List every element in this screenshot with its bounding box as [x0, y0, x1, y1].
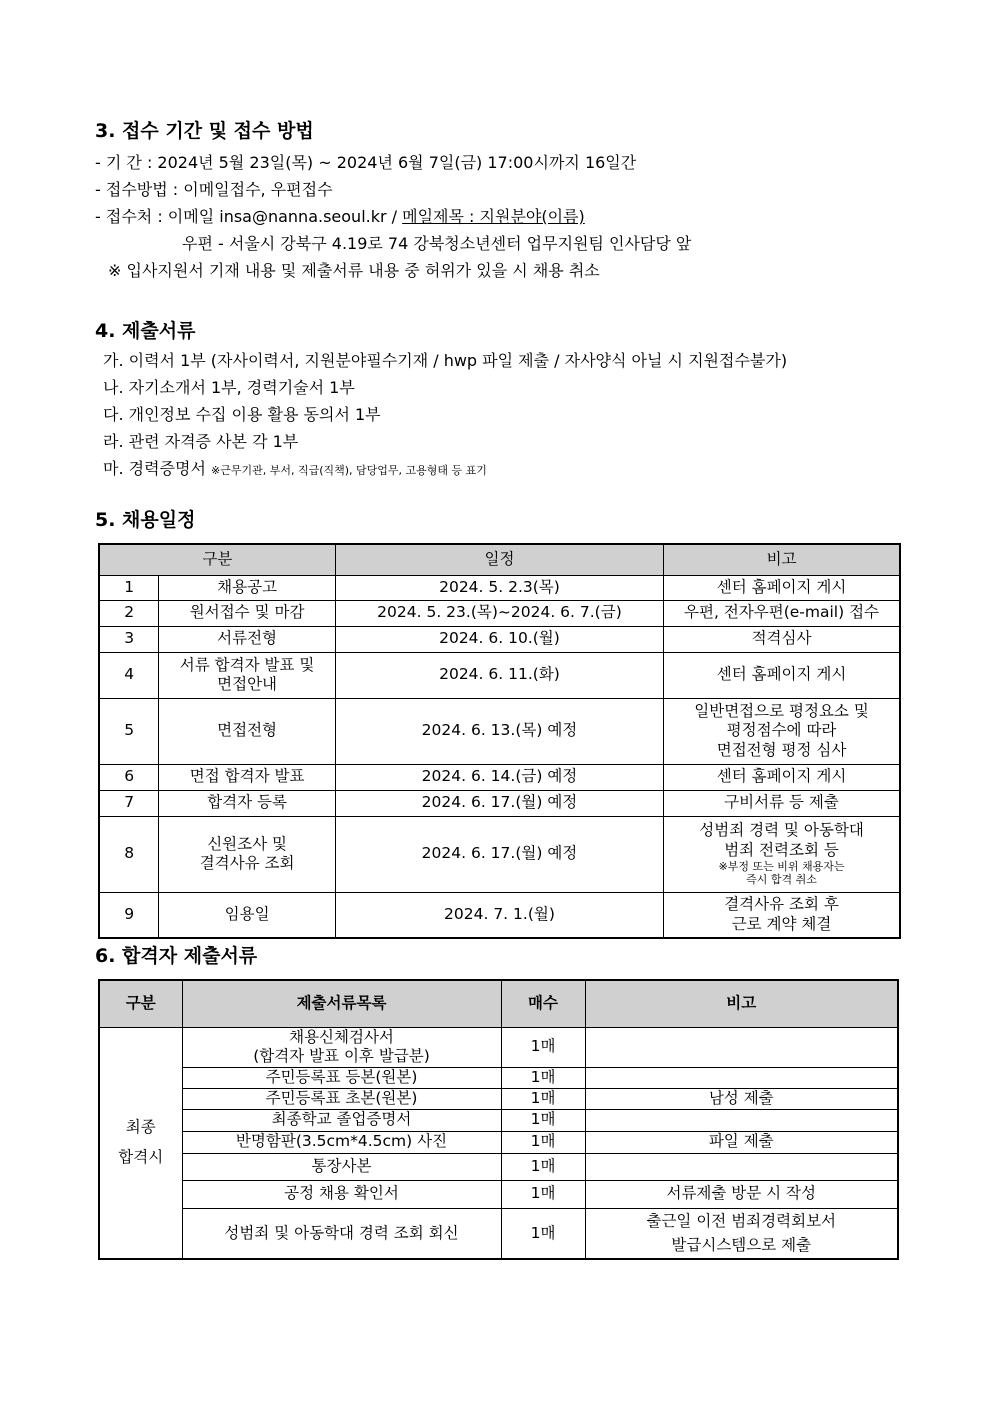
row-number: 7	[99, 790, 159, 816]
section-6-title: 6. 합격자 제출서류	[95, 945, 258, 967]
schedule-row	[99, 764, 900, 790]
doc-count: 1매	[501, 1131, 585, 1153]
row-number: 5	[99, 698, 159, 764]
doc-remarks: 출근일 이전 범죄경력회보서 발급시스템으로 제출	[585, 1208, 898, 1259]
period-line: - 기 간 : 2024년 5월 23일(목) ~ 2024년 6월 7일(금) 17:00시까지 16일간	[95, 153, 637, 172]
row-remarks-text: 센터 홈페이지 게시	[716, 767, 847, 786]
doc-name: 통장사본	[182, 1153, 501, 1180]
doc-item-note: ※근무기관, 부서, 직급(직책), 담당업무, 고용형태 등 표기	[211, 464, 487, 477]
row-step: 서류 합격자 발표 및 면접안내	[159, 652, 336, 698]
doc-item: 다. 개인정보 수집 이용 활용 동의서 1부	[103, 405, 381, 424]
doc-row	[99, 1027, 898, 1067]
row-number: 6	[99, 764, 159, 790]
row-date: 2024. 5. 2.3(목)	[335, 575, 663, 600]
doc-name: 반명함판(3.5cm*4.5cm) 사진	[182, 1131, 501, 1153]
post-line: 우편 - 서울시 강북구 4.19로 74 강북청소년센터 업무지원팀 인사담당 앞	[182, 234, 692, 253]
schedule-row	[99, 816, 900, 892]
doc-name: 최종학교 졸업증명서	[182, 1109, 501, 1131]
doc-remarks	[585, 1109, 898, 1131]
row-date: 2024. 6. 13.(목) 예정	[335, 698, 663, 764]
header-category: 구분	[99, 980, 182, 1027]
header-remarks: 비고	[664, 544, 900, 575]
section-4-title: 4. 제출서류	[95, 320, 196, 342]
row-step: 채용공고	[159, 575, 336, 600]
doc-remarks	[585, 1153, 898, 1180]
row-step: 신원조사 및 결격사유 조회	[159, 816, 336, 892]
header-remarks: 비고	[585, 980, 898, 1027]
row-remarks	[664, 816, 900, 892]
row-step: 면접 합격자 발표	[159, 764, 336, 790]
row-date: 2024. 7. 1.(월)	[335, 892, 663, 938]
row-step: 합격자 등록	[159, 790, 336, 816]
row-remarks	[664, 600, 900, 626]
row-remarks-text: 센터 홈페이지 게시	[716, 665, 847, 684]
doc-count: 1매	[501, 1109, 585, 1131]
row-date: 2024. 5. 23.(목)~2024. 6. 7.(금)	[335, 600, 663, 626]
row-step: 임용일	[159, 892, 336, 938]
row-remarks-small: ※부정 또는 비위 채용자는 즉시 합격 취소	[718, 860, 845, 887]
doc-row	[99, 1088, 898, 1109]
doc-row	[99, 1153, 898, 1180]
schedule-row	[99, 892, 900, 938]
doc-name: 성범죄 및 아동학대 경력 조회 회신	[182, 1208, 501, 1259]
method-line: - 접수방법 : 이메일접수, 우편접수	[95, 180, 333, 199]
doc-name: 공정 채용 확인서	[182, 1180, 501, 1208]
row-number: 4	[99, 652, 159, 698]
row-step: 원서접수 및 마감	[159, 600, 336, 626]
row-remarks	[664, 626, 900, 652]
final-docs-header-row	[99, 980, 898, 1027]
doc-count: 1매	[501, 1067, 585, 1088]
row-remarks-text: 결격사유 조회 후 근로 계약 체결	[724, 895, 839, 933]
destination-line	[95, 204, 585, 227]
false-info-note: ※ 입사지원서 기재 내용 및 제출서류 내용 중 허위가 있을 시 채용 취소	[108, 261, 600, 280]
row-number: 9	[99, 892, 159, 938]
doc-count: 1매	[501, 1088, 585, 1109]
schedule-row	[99, 575, 900, 600]
group-final-pass: 최종 합격시	[99, 1027, 182, 1259]
row-remarks-text: 센터 홈페이지 게시	[716, 577, 847, 596]
row-number: 2	[99, 600, 159, 626]
row-date: 2024. 6. 11.(화)	[335, 652, 663, 698]
doc-item: 라. 관련 자격증 사본 각 1부	[103, 432, 299, 451]
destination-email: - 접수처 : 이메일 insa@nanna.seoul.kr /	[95, 207, 403, 226]
doc-count: 1매	[501, 1180, 585, 1208]
row-step: 서류전형	[159, 626, 336, 652]
row-number: 1	[99, 575, 159, 600]
schedule-row	[99, 790, 900, 816]
doc-name: 주민등록표 초본(원본)	[182, 1088, 501, 1109]
row-step: 면접전형	[159, 698, 336, 764]
row-remarks	[664, 698, 900, 764]
doc-item	[103, 456, 487, 479]
row-remarks-text: 적격심사	[751, 629, 812, 648]
row-remarks	[664, 575, 900, 600]
schedule-header-row	[99, 544, 900, 575]
row-date: 2024. 6. 17.(월) 예정	[335, 790, 663, 816]
row-remarks	[664, 764, 900, 790]
header-category: 구분	[99, 544, 335, 575]
row-number: 3	[99, 626, 159, 652]
row-remarks	[664, 790, 900, 816]
doc-item: 나. 자기소개서 1부, 경력기술서 1부	[103, 378, 355, 397]
row-remarks-text: 일반면접으로 평정요소 및 평정점수에 따라 면접전형 평정 심사	[694, 701, 869, 759]
doc-count: 1매	[501, 1153, 585, 1180]
doc-remarks	[585, 1067, 898, 1088]
doc-item-label: 마. 경력증명서	[103, 459, 211, 478]
row-remarks-text: 우편, 전자우편(e-mail) 접수	[684, 603, 880, 622]
row-date: 2024. 6. 14.(금) 예정	[335, 764, 663, 790]
doc-name: 채용신체검사서 (합격자 발표 이후 발급분)	[182, 1027, 501, 1067]
header-count: 매수	[501, 980, 585, 1027]
doc-row	[99, 1131, 898, 1153]
doc-remarks: 파일 제출	[585, 1131, 898, 1153]
doc-name: 주민등록표 등본(원본)	[182, 1067, 501, 1088]
schedule-row	[99, 652, 900, 698]
row-remarks	[664, 892, 900, 938]
header-schedule: 일정	[335, 544, 663, 575]
doc-count: 1매	[501, 1208, 585, 1259]
doc-remarks: 남성 제출	[585, 1088, 898, 1109]
mail-subject: 메일제목 : 지원분야(이름)	[402, 207, 585, 226]
doc-row	[99, 1180, 898, 1208]
row-date: 2024. 6. 17.(월) 예정	[335, 816, 663, 892]
header-doc-list: 제출서류목록	[182, 980, 501, 1027]
doc-item: 가. 이력서 1부 (자사이력서, 지원분야필수기재 / hwp 파일 제출 / 자사양식 아닐 시 지원접수불가)	[103, 351, 788, 370]
doc-remarks	[585, 1027, 898, 1067]
doc-remarks: 서류제출 방문 시 작성	[585, 1180, 898, 1208]
final-docs-table	[98, 979, 899, 1260]
doc-row	[99, 1067, 898, 1088]
row-remarks-text: 성범죄 경력 및 아동학대 범죄 전력조회 등	[699, 821, 864, 859]
section-3-title: 3. 접수 기간 및 접수 방법	[95, 120, 314, 142]
row-remarks	[664, 652, 900, 698]
row-date: 2024. 6. 10.(월)	[335, 626, 663, 652]
doc-row	[99, 1109, 898, 1131]
schedule-table	[98, 543, 901, 939]
row-number: 8	[99, 816, 159, 892]
schedule-row	[99, 626, 900, 652]
doc-count: 1매	[501, 1027, 585, 1067]
section-5-title: 5. 채용일정	[95, 509, 196, 531]
schedule-row	[99, 600, 900, 626]
schedule-row	[99, 698, 900, 764]
doc-row	[99, 1208, 898, 1259]
row-remarks-text: 구비서류 등 제출	[724, 793, 839, 812]
